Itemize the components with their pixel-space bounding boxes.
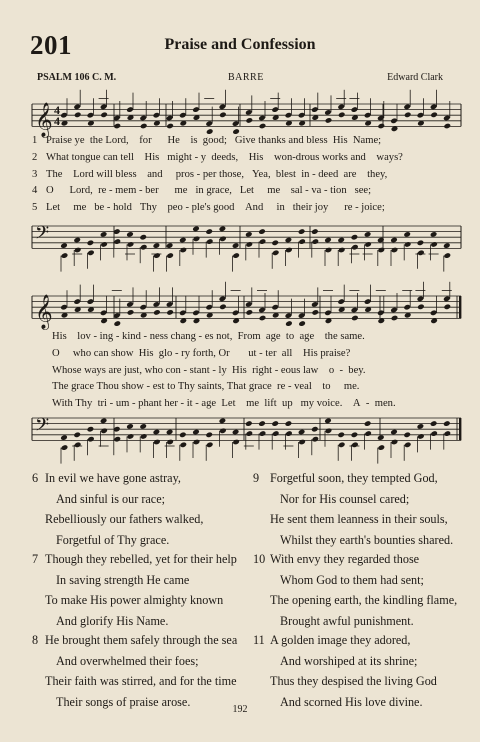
svg-text:4: 4 <box>54 114 60 128</box>
stanza-number: 7 <box>32 552 39 566</box>
verse-line: With Thy tri - um - phant her - it - age Let me lift up my voice. A - men. <box>52 398 396 410</box>
verse-number: 3 <box>32 168 38 180</box>
stanza-number: 6 <box>32 471 39 485</box>
tune-name: BARRE <box>228 72 264 83</box>
stanza-number: 10 <box>253 552 266 566</box>
verse-line: His lov - ing - kind - ness chang - es not, From age to age the same. <box>52 331 365 342</box>
verse-number: 4 <box>32 185 38 197</box>
bass-staff <box>32 223 461 271</box>
svg-text:𝄢: 𝄢 <box>35 415 50 441</box>
stanza-line: And worshiped at its shrine; <box>280 653 418 668</box>
treble-staff <box>32 90 461 139</box>
composer-name: Edward Clark <box>387 72 443 83</box>
stanza-line: Their songs of praise arose. <box>56 694 191 709</box>
verse-line <box>32 202 385 213</box>
verse-number: 5 <box>32 202 38 214</box>
stanza-line: A golden image they adored, <box>270 633 411 647</box>
verse-number: 1 <box>32 135 38 146</box>
bass-staff <box>32 415 461 463</box>
stanza-line: Rebelliously our fathers walked, <box>45 512 204 526</box>
stanza-line: He brought them safely through the sea <box>45 633 238 647</box>
stanza-line: Their faith was stirred, and for the time <box>45 674 237 688</box>
stanza-number: 8 <box>32 633 39 647</box>
stanza-line: Forgetful soon, they tempted God, <box>270 471 438 485</box>
verse-line: The grace Thou show - est to Thy saints, That grace re - veal to me. <box>52 381 360 393</box>
hymn-title: Praise and Confession <box>164 36 316 53</box>
verse-line <box>32 185 371 196</box>
verse-line <box>32 152 403 163</box>
stanza-line: And glorify His Name. <box>56 613 169 628</box>
stanza-line: Thus they despised the living God <box>270 674 437 688</box>
stanza-line: Forgetful of Thy grace. <box>56 532 170 547</box>
stanza-line: He sent them leanness in their souls, <box>270 512 448 526</box>
stanza-line: Whom God to them had sent; <box>280 572 424 587</box>
hymn-number: 201 <box>30 30 72 60</box>
stanza-line: In saving strength He came <box>56 572 190 587</box>
psalm-reference: PSALM 106 C. M. <box>37 72 117 83</box>
stanza-line: With envy they regarded those <box>270 552 420 566</box>
stanza-line: Nor for His counsel cared; <box>280 491 410 506</box>
verse-text: What tongue can tell His might - y deeds, His won-drous works and ways? <box>46 151 403 163</box>
stanza-line: And overwhelmed their foes; <box>56 653 199 668</box>
stanza-line: Whilst they earth's bounties shared. <box>280 532 454 547</box>
verse-text: Let me be - hold Thy peo - ple's good And in their joy re - joice; <box>46 202 385 214</box>
page-number: 192 <box>232 704 248 715</box>
verse-line <box>32 169 387 180</box>
stanza-line: And sinful is our race; <box>56 491 165 506</box>
verse-text: The Lord will bless and pros - per those, Yea, blest in - deed are they, <box>46 168 388 180</box>
stanza-line: The opening earth, the kindling flame, <box>270 593 458 607</box>
svg-text:𝄞: 𝄞 <box>35 294 53 330</box>
verse-text: Praise ye the Lord, for He is good; Give thanks and bless His Name; <box>46 135 382 146</box>
stanza-line: Brought awful punishment. <box>280 613 414 628</box>
verse-number: 2 <box>32 151 38 163</box>
stanza-line: To make His power almighty known <box>45 593 224 607</box>
stanza-line: In evil we have gone astray, <box>45 471 181 485</box>
stanza-number: 11 <box>253 633 265 647</box>
svg-text:𝄞: 𝄞 <box>35 102 53 138</box>
verse-line: Whose ways are just, who con - stant - ly His right - eous law o - bey. <box>52 364 366 376</box>
stanza-line: And scorned His love divine. <box>280 694 423 709</box>
verse-line <box>32 135 381 146</box>
stanza-number: 9 <box>253 471 260 485</box>
stanza-line: Though they rebelled, yet for their help <box>45 552 237 566</box>
svg-text:4: 4 <box>54 103 60 117</box>
verse-line: O who can show His glo - ry forth, Or ut - ter all His praise? <box>52 347 351 359</box>
treble-staff <box>32 282 461 331</box>
svg-text:𝄢: 𝄢 <box>35 223 50 249</box>
verse-text: O Lord, re - mem - ber me in grace, Let me sal - va - tion see; <box>46 185 372 197</box>
